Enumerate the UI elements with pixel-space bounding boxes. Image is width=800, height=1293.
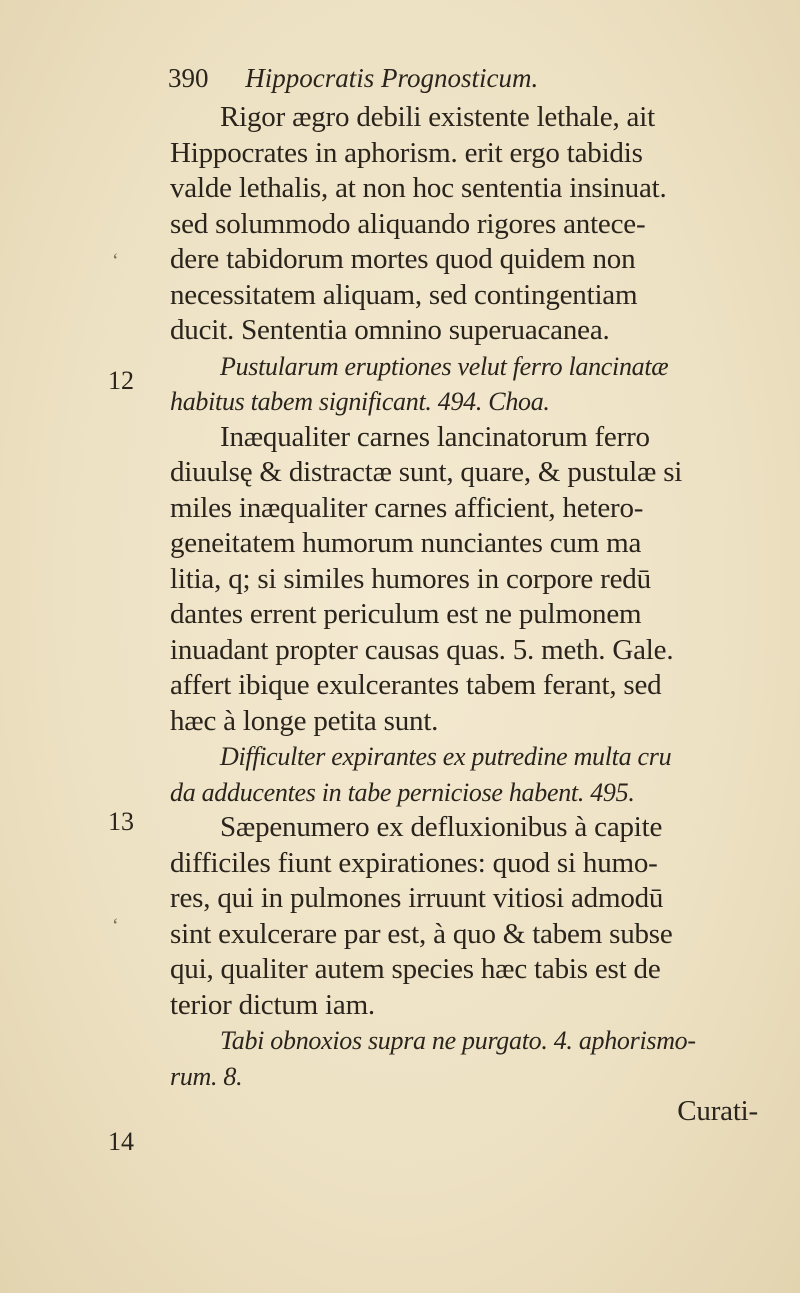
text-line: terior dictum iam. <box>170 988 375 1021</box>
catchword: Curati- <box>677 1095 758 1127</box>
text-line: necessitatem aliquam, sed contingentiam <box>170 278 638 311</box>
running-title: Hippocratis Prognosticum. <box>245 63 539 93</box>
text-line: hæc à longe petita sunt. <box>170 704 439 737</box>
margin-number-12: 12 <box>108 366 134 395</box>
text-line: Sæpenumero ex defluxionibus à capite <box>220 811 663 843</box>
text-line: sed solummodo aliquando rigores antece- <box>170 207 646 240</box>
text-line: sint exulcerare par est, à quo & tabem subse <box>170 917 673 950</box>
text-line: miles inæqualiter carnes afficient, hetero- <box>170 491 644 524</box>
text-line: qui, qualiter autem species hæc tabis est de <box>170 953 661 985</box>
page-number: 390 <box>168 63 209 93</box>
text-line: Rigor ægro debili existente lethale, ait <box>220 101 655 133</box>
margin-number-13: 13 <box>108 807 134 836</box>
text-line: inuadant propter causas quas. 5. meth. Gale. <box>170 633 674 666</box>
aphorism-heading: rum. 8. <box>170 1061 243 1091</box>
aphorism-heading: Pustularum eruptiones velut ferro lancinatæ <box>220 351 669 381</box>
margin-mark: ‘ <box>112 915 119 937</box>
aphorism-heading: Tabi obnoxios supra ne purgato. 4. aphorismo- <box>220 1026 696 1055</box>
page-header <box>168 62 538 94</box>
text-line: affert ibique exulcerantes tabem ferant, sed <box>170 669 662 701</box>
aphorism-heading: habitus tabem significant. 494. Choa. <box>170 387 550 416</box>
margin-number-14: 14 <box>108 1127 134 1156</box>
text-line: diuulsę & distractæ sunt, quare, & pustulæ si <box>170 456 683 488</box>
text-line: res, qui in pulmones irruunt vitiosi admodū <box>170 882 664 914</box>
margin-mark: ‘ <box>112 250 119 272</box>
text-line: ducit. Sententia omnino superuacanea. <box>170 314 610 346</box>
aphorism-heading: da adducentes in tabe perniciose habent. 495. <box>170 777 635 807</box>
aphorism-heading: Difficulter expirantes ex putredine multa cru <box>220 742 672 771</box>
text-line: Hippocrates in aphorism. erit ergo tabidis <box>170 136 643 169</box>
text-line: geneitatem humorum nunciantes cum ma <box>170 527 642 559</box>
text-line: litia, q; si similes humores in corpore redū <box>170 562 651 595</box>
text-line: valde lethalis, at non hoc sententia insinuat. <box>170 172 667 204</box>
text-line: difficiles fiunt expirationes: quod si humo- <box>170 846 658 879</box>
text-line: Inæqualiter carnes lancinatorum ferro <box>220 420 650 453</box>
body-text <box>170 100 770 1130</box>
text-line: dere tabidorum mortes quod quidem non <box>170 243 636 275</box>
text-line: dantes errent periculum est ne pulmonem <box>170 598 642 630</box>
